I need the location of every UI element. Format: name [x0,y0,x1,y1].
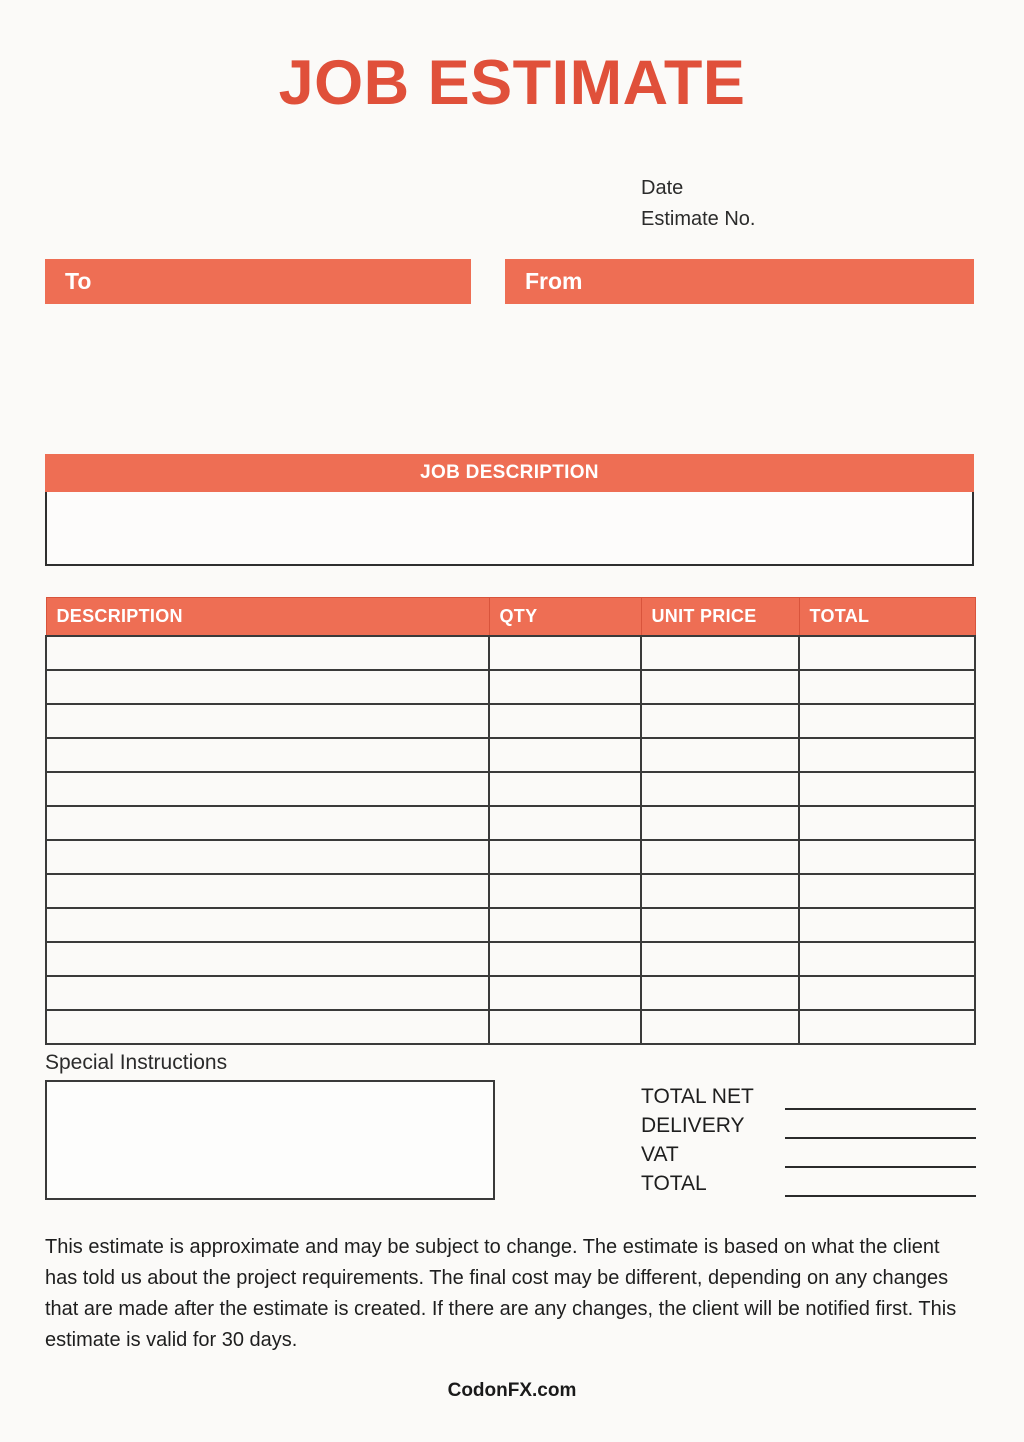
cell-unit-price[interactable] [641,806,799,840]
date-label: Date [641,177,684,199]
totals-section [641,1081,976,1197]
document-meta [641,173,755,235]
disclaimer-text: This estimate is approximate and may be subject to change. The estimate is based on what the client has told us about the project requirements. The final cost may be different, depending on any changes that are made after the estimate is created. If there are any changes, the client will be notified first. This estimate is valid for 30 days. [45,1236,957,1351]
totals-value-total-net[interactable] [785,1084,976,1110]
table-row[interactable] [46,942,975,976]
column-header-description: DESCRIPTION [46,598,489,636]
cell-unit-price[interactable] [641,670,799,704]
cell-total[interactable] [799,806,975,840]
cell-qty[interactable] [489,636,641,670]
cell-qty[interactable] [489,772,641,806]
table-row[interactable] [46,874,975,908]
totals-row-total-net [641,1081,976,1110]
cell-qty[interactable] [489,874,641,908]
table-row[interactable] [46,1010,975,1044]
cell-description[interactable] [46,908,489,942]
special-instructions-label: Special Instructions [45,1051,228,1074]
totals-value-delivery[interactable] [785,1113,976,1139]
cell-total[interactable] [799,874,975,908]
totals-label-total: TOTAL [641,1172,707,1195]
totals-row-total [641,1168,976,1197]
page-title: JOB ESTIMATE [278,48,746,118]
cell-description[interactable] [46,670,489,704]
footer-branding: CodonFX.com [447,1380,577,1401]
cell-total[interactable] [799,1010,975,1044]
totals-label-total-net: TOTAL NET [641,1085,754,1108]
cell-unit-price[interactable] [641,840,799,874]
cell-description[interactable] [46,1010,489,1044]
special-instructions-input[interactable] [45,1080,495,1200]
table-row[interactable] [46,738,975,772]
totals-label-vat: VAT [641,1143,679,1166]
cell-qty[interactable] [489,806,641,840]
job-description-header: JOB DESCRIPTION [45,454,974,492]
table-row[interactable] [46,806,975,840]
cell-unit-price[interactable] [641,942,799,976]
cell-total[interactable] [799,636,975,670]
cell-unit-price[interactable] [641,772,799,806]
table-row[interactable] [46,772,975,806]
cell-unit-price[interactable] [641,976,799,1010]
cell-total[interactable] [799,976,975,1010]
cell-total[interactable] [799,942,975,976]
cell-unit-price[interactable] [641,636,799,670]
job-description-input[interactable] [45,492,974,566]
cell-unit-price[interactable] [641,704,799,738]
table-row[interactable] [46,976,975,1010]
cell-description[interactable] [46,636,489,670]
cell-qty[interactable] [489,738,641,772]
table-row[interactable] [46,840,975,874]
totals-value-total[interactable] [785,1171,976,1197]
table-row[interactable] [46,908,975,942]
cell-description[interactable] [46,806,489,840]
column-header-unit-price: UNIT PRICE [641,598,799,636]
cell-total[interactable] [799,738,975,772]
cell-description[interactable] [46,976,489,1010]
totals-value-vat[interactable] [785,1142,976,1168]
cell-qty[interactable] [489,976,641,1010]
cell-unit-price[interactable] [641,738,799,772]
cell-qty[interactable] [489,1010,641,1044]
cell-description[interactable] [46,874,489,908]
cell-qty[interactable] [489,670,641,704]
items-table [45,597,976,1045]
cell-qty[interactable] [489,704,641,738]
table-row[interactable] [46,670,975,704]
cell-total[interactable] [799,772,975,806]
cell-unit-price[interactable] [641,908,799,942]
cell-total[interactable] [799,840,975,874]
totals-row-delivery [641,1110,976,1139]
to-label: To [65,268,92,294]
items-table-body [46,636,975,1044]
to-banner [45,259,471,304]
cell-description[interactable] [46,738,489,772]
estimate-no-label: Estimate No. [641,208,756,230]
column-header-total: TOTAL [799,598,975,636]
table-row[interactable] [46,636,975,670]
cell-qty[interactable] [489,908,641,942]
cell-description[interactable] [46,772,489,806]
cell-description[interactable] [46,840,489,874]
column-header-qty: QTY [489,598,641,636]
cell-qty[interactable] [489,840,641,874]
cell-description[interactable] [46,942,489,976]
cell-total[interactable] [799,670,975,704]
from-label: From [525,268,583,294]
totals-row-vat [641,1139,976,1168]
cell-description[interactable] [46,704,489,738]
cell-total[interactable] [799,704,975,738]
table-row[interactable] [46,704,975,738]
cell-unit-price[interactable] [641,1010,799,1044]
cell-unit-price[interactable] [641,874,799,908]
totals-label-delivery: DELIVERY [641,1114,745,1137]
from-banner [505,259,974,304]
items-table-header-row [46,598,975,636]
cell-total[interactable] [799,908,975,942]
cell-qty[interactable] [489,942,641,976]
